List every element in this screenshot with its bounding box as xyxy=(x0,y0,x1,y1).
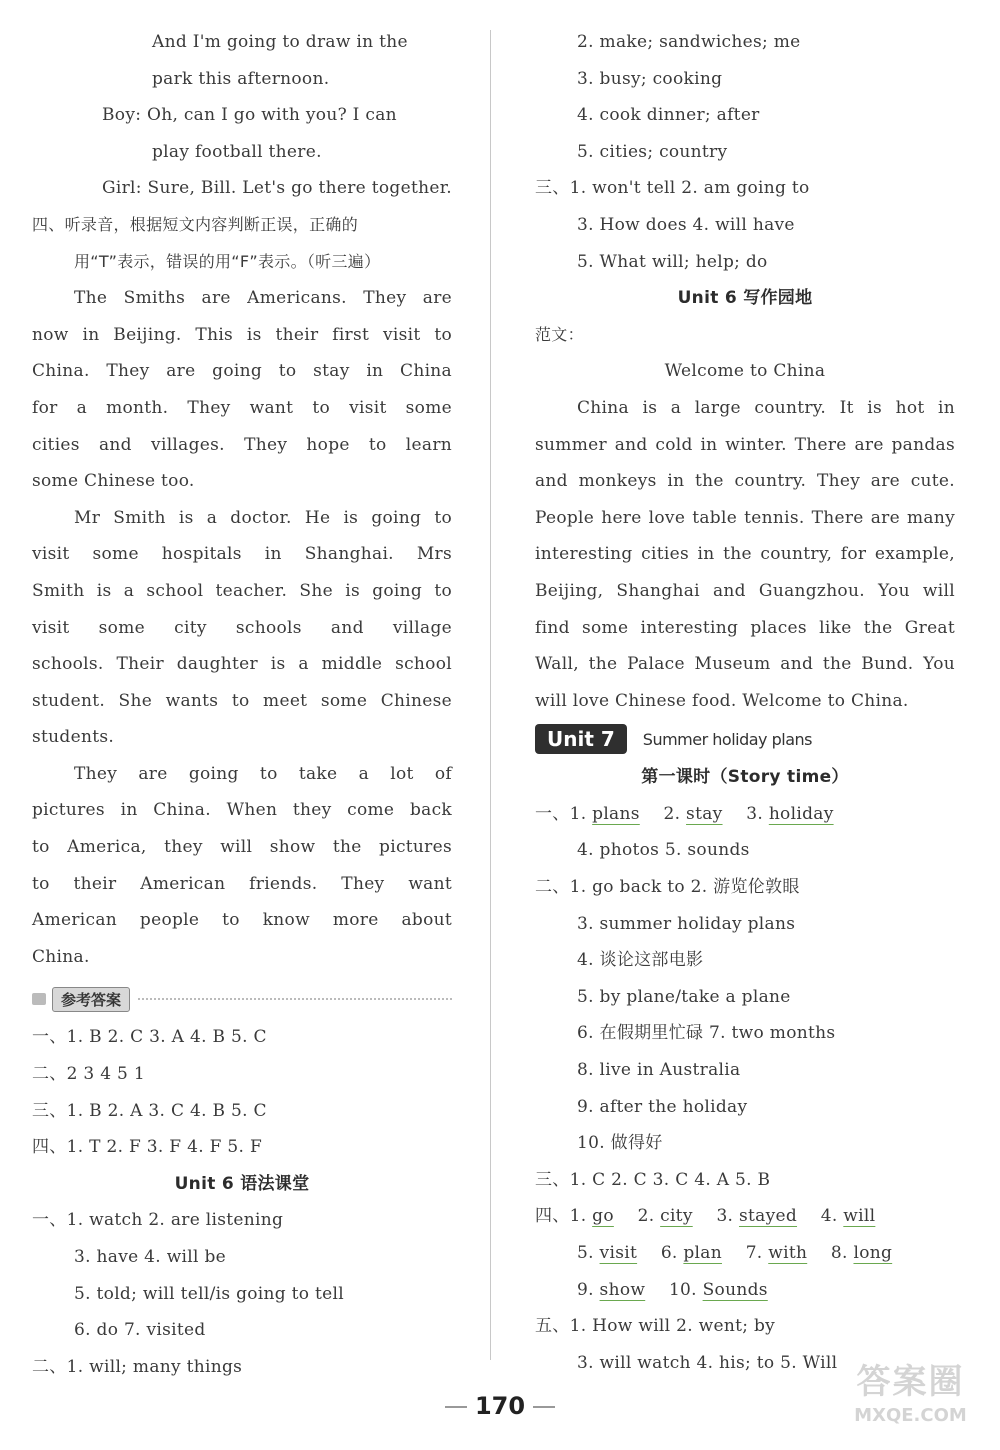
essay-line: People here love table tennis. There are many xyxy=(535,507,955,528)
answer-line: 三、1. C 2. C 3. C 4. A 5. B xyxy=(535,1169,771,1190)
passage-line: visit some city schools and village xyxy=(32,617,452,638)
passage-line: They are going to take a lot of xyxy=(74,763,452,784)
answer-word: city xyxy=(660,1206,693,1227)
essay-line: and monkeys in the country. They are cute. xyxy=(535,471,955,492)
essay-line: interesting cities in the country, for example, xyxy=(535,544,955,565)
essay-body xyxy=(535,390,955,719)
essay-line: Beijing, Shanghai and Guangzhou. You will xyxy=(535,580,955,601)
answer-line: 二、1. go back to 2. 游览伦敦眼 xyxy=(535,877,800,898)
item-number: 2. xyxy=(637,1206,655,1227)
unit7-title: Summer holiday plans xyxy=(642,729,812,749)
answer-word: Sounds xyxy=(702,1279,768,1300)
watermark-url: MXQE.COM xyxy=(854,1405,967,1426)
item-number: 3. xyxy=(746,803,764,824)
passage-line: for a month. They want to visit some xyxy=(32,397,452,418)
passage-line: to America, they will show the pictures xyxy=(32,837,452,858)
essay-title: Welcome to China xyxy=(664,361,826,382)
grammar-line: 5. told; will tell/is going to tell xyxy=(74,1283,344,1304)
item-number: 2. xyxy=(663,803,681,824)
grammar-line: 一、1. watch 2. are listening xyxy=(32,1210,284,1231)
answer-tag-icon xyxy=(32,993,46,1005)
item-number: 4. xyxy=(820,1206,838,1227)
essay-line: find some interesting places like the Great xyxy=(535,617,955,638)
dialogue-line: Girl: Sure, Bill. Let's go there together. xyxy=(102,178,452,199)
passage-line: Mr Smith is a doctor. He is going to xyxy=(74,507,452,528)
grammar-line: 二、1. will; many things xyxy=(32,1356,243,1377)
answer-line xyxy=(535,1272,955,1309)
item-number: 9. xyxy=(577,1279,594,1300)
essay-line: will love Chinese food. Welcome to China. xyxy=(535,690,909,711)
grammar-heading: Unit 6 语法课堂 xyxy=(174,1173,310,1194)
answer-line: 10. 做得好 xyxy=(577,1133,663,1154)
answer-line: 二、2 3 4 5 1 xyxy=(32,1064,145,1085)
essay-line: China is a large country. It is hot in xyxy=(577,397,955,418)
answer-line: 4. cook dinner; after xyxy=(577,105,760,126)
unit7-header xyxy=(535,719,955,759)
item-number: 7. xyxy=(745,1243,763,1263)
dialogue-line: play football there. xyxy=(152,141,322,162)
answer-word: show xyxy=(599,1279,646,1300)
answer-word: long xyxy=(853,1243,893,1263)
passage-line: China. xyxy=(32,946,90,967)
unit7-badge: Unit 7 xyxy=(535,724,627,754)
item-number: 10. xyxy=(668,1279,697,1300)
passage-line: China. They are going to stay in China xyxy=(32,361,452,382)
answer-line xyxy=(535,1235,955,1272)
answer-line: 3. How does 4. will have xyxy=(577,214,795,235)
answer-line: 5. by plane/take a plane xyxy=(577,986,791,1007)
writing-heading: Unit 6 写作园地 xyxy=(677,288,813,309)
essay-line: summer and cold in winter. There are pandas xyxy=(535,434,955,455)
passage-paragraph-1 xyxy=(32,280,452,500)
answer-word: stayed xyxy=(738,1206,798,1227)
passage-line: students. xyxy=(32,727,115,748)
watermark-text: 答案圈 xyxy=(856,1362,965,1402)
dotted-rule xyxy=(138,998,452,1000)
passage-paragraph-3 xyxy=(32,756,452,976)
section4-prefix: 四、1. xyxy=(535,1206,587,1227)
model-essay-label: 范文： xyxy=(535,324,584,344)
dialogue-line: park this afternoon. xyxy=(152,68,330,89)
answer-word: plan xyxy=(683,1243,722,1263)
passage-line: American people to know more about xyxy=(32,910,452,931)
answer-line xyxy=(535,1198,955,1235)
passage-line: student. She wants to meet some Chinese xyxy=(32,690,452,711)
passage-line: now in Beijing. This is their first visit to xyxy=(32,324,452,345)
page-number: 170 xyxy=(0,1392,1000,1420)
passage-line: cities and villages. They hope to learn xyxy=(32,434,452,455)
answer-line: 三、1. won't tell 2. am going to xyxy=(535,178,810,199)
section4-instruction: 用“T”表示，错误的用“F”表示。（听三遍） xyxy=(74,251,381,271)
watermark-logo xyxy=(828,1360,993,1440)
answer-word: will xyxy=(843,1206,876,1227)
answer-word: visit xyxy=(599,1243,638,1263)
answer-line: 3. busy; cooking xyxy=(577,68,723,89)
answer-line: 8. live in Australia xyxy=(577,1060,741,1081)
left-column xyxy=(32,24,452,1385)
answer-line: 一、1. B 2. C 3. A 4. B 5. C xyxy=(32,1027,267,1048)
answer-line: 四、1. T 2. F 3. F 4. F 5. F xyxy=(32,1137,263,1158)
answer-line: 3. summer holiday plans xyxy=(577,913,796,934)
answer-line: 2. make; sandwiches; me xyxy=(577,32,801,52)
dialogue-line: And I'm going to draw in the xyxy=(152,32,408,52)
passage-line: Smith is a school teacher. She is going to xyxy=(32,580,452,601)
essay-line: Wall, the Palace Museum and the Bund. You xyxy=(535,654,955,675)
answer-line: 五、1. How will 2. went; by xyxy=(535,1316,776,1337)
answer-line: 3. will watch 4. his; to 5. Will xyxy=(577,1352,838,1373)
answer-key-label: 参考答案 xyxy=(52,987,130,1012)
passage-line: visit some hospitals in Shanghai. Mrs xyxy=(32,544,452,565)
item-number: 8. xyxy=(830,1243,848,1263)
answer-word: stay xyxy=(686,803,723,824)
item-number: 6. xyxy=(660,1243,678,1263)
passage-line: The Smiths are Americans. They are xyxy=(74,288,452,309)
right-column xyxy=(535,24,955,1381)
answer-line: 三、1. B 2. A 3. C 4. B 5. C xyxy=(32,1100,267,1121)
answer-line: 5. What will; help; do xyxy=(577,251,768,272)
answer-key-header xyxy=(32,979,452,1019)
passage-paragraph-2 xyxy=(32,500,452,756)
answer-line: 4. 谈论这部电影 xyxy=(577,950,704,971)
answer-line: 9. after the holiday xyxy=(577,1096,748,1117)
answer-key-badge xyxy=(32,987,130,1012)
passage-line: schools. Their daughter is a middle school xyxy=(32,654,452,675)
passage-line: to their American friends. They want xyxy=(32,873,452,894)
section4-instruction: 四、听录音，根据短文内容判断正误，正确的 xyxy=(32,214,359,234)
answer-line: 5. cities; country xyxy=(577,141,728,162)
answer-word: plans xyxy=(592,803,640,824)
passage-line: some Chinese too. xyxy=(32,471,195,492)
answer-line: 4. photos 5. sounds xyxy=(577,840,750,861)
answer-word: go xyxy=(592,1206,614,1227)
lesson-heading: 第一课时（Story time） xyxy=(641,767,849,788)
passage-line: pictures in China. When they come back xyxy=(32,800,452,821)
answer-line xyxy=(535,796,955,833)
column-divider xyxy=(490,30,491,1360)
answer-word: with xyxy=(768,1243,808,1263)
dialogue-line: Boy: Oh, can I go with you? I can xyxy=(102,105,397,126)
grammar-line: 6. do 7. visited xyxy=(74,1320,206,1341)
section1-prefix: 一、1. xyxy=(535,803,587,824)
answer-line: 6. 在假期里忙碌 7. two months xyxy=(577,1023,836,1044)
item-number: 3. xyxy=(716,1206,734,1227)
answer-word: holiday xyxy=(768,803,834,824)
item-number: 5. xyxy=(577,1243,594,1263)
grammar-line: 3. have 4. will be xyxy=(74,1247,227,1267)
